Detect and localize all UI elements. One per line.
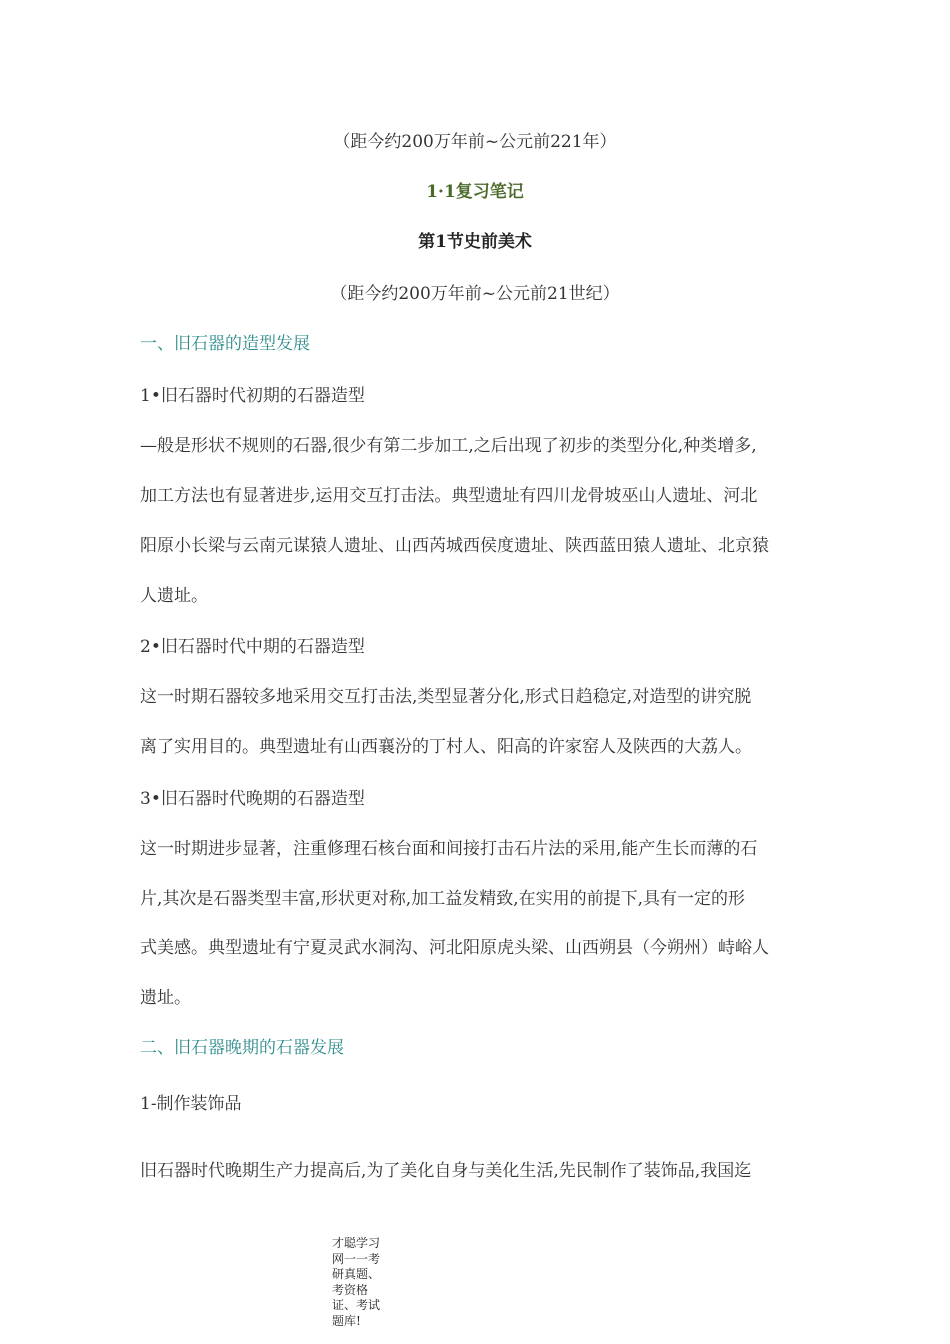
paragraph-line: 人遗址。	[140, 586, 208, 606]
footer-watermark: 才聪学习网一一考研真题、考资格证、考试题库!	[332, 1236, 381, 1328]
item-heading: 1•旧石器时代初期的石器造型	[140, 386, 365, 406]
paragraph-line: 这一时期进步显著，注重修理石核台面和间接打击石片法的采用,能产生长而薄的石	[140, 839, 758, 859]
paragraph-line: 旧石器时代晚期生产力提高后,为了美化自身与美化生活,先民制作了装饰品,我国迄	[140, 1161, 752, 1181]
paragraph-line: 这一时期石器较多地采用交互打击法,类型显著分化,形式日趋稳定,对造型的讲究脱	[140, 687, 752, 707]
section-heading: 二、旧石器晚期的石器发展	[140, 1038, 344, 1058]
paragraph-line: 片,其次是石器类型丰富,形状更对称,加工益发精致,在实用的前提下,具有一定的形	[140, 889, 746, 909]
paragraph-line: 式美感。典型遗址有宁夏灵武水洞沟、河北阳原虎头梁、山西朔县（今朔州）峙峪人	[140, 938, 769, 958]
sub-period: （距今约200万年前~公元前21世纪）	[330, 284, 620, 304]
item-heading: 1-制作装饰品	[140, 1094, 242, 1114]
item-heading: 2•旧石器时代中期的石器造型	[140, 637, 365, 657]
paragraph-line: 离了实用目的。典型遗址有山西襄汾的丁村人、阳高的许家窑人及陕西的大荔人。	[140, 737, 752, 757]
paragraph-line: 阳原小长梁与云南元谋猿人遗址、山西芮城西侯度遗址、陕西蓝田猿人遗址、北京猿	[140, 536, 769, 556]
item-heading: 3•旧石器时代晚期的石器造型	[140, 789, 365, 809]
period-subtitle: （距今约200万年前~公元前221年）	[333, 132, 617, 152]
section-heading: 一、旧石器的造型发展	[140, 334, 310, 354]
paragraph-line: 加工方法也有显著进步,运用交互打击法。典型遗址有四川龙骨坡巫山人遗址、河北	[140, 486, 758, 506]
chapter-title: 第1节史前美术	[418, 232, 532, 252]
paragraph-line: 遗址。	[140, 988, 191, 1008]
paragraph-line: —般是形状不规则的石器,很少有第二步加工,之后出现了初步的类型分化,种类增多,	[140, 436, 757, 456]
section-title: 1·1复习笔记	[426, 182, 524, 202]
